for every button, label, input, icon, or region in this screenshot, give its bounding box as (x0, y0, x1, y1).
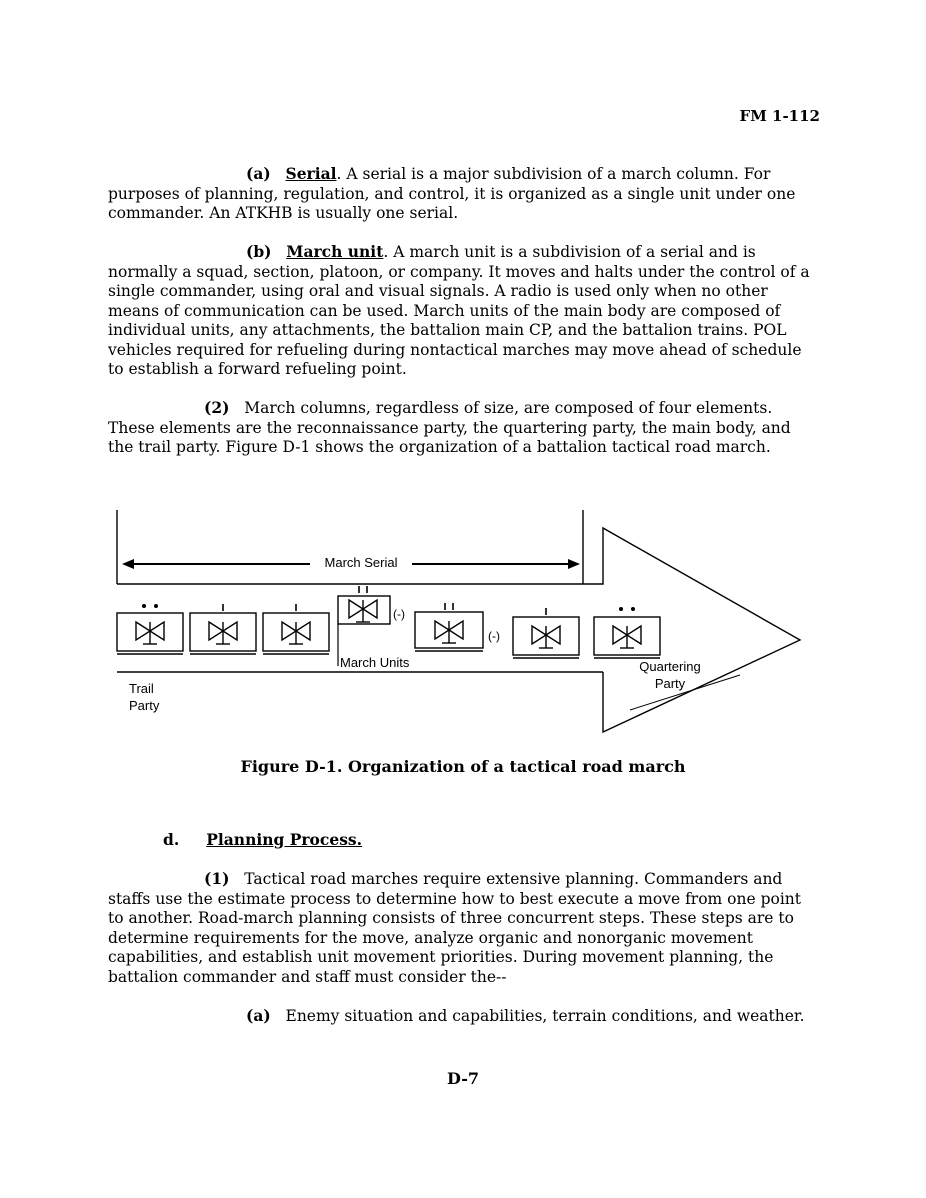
section-title: Planning Process. (206, 830, 363, 849)
unit-symbol-company-1 (190, 604, 256, 654)
unit-symbol-battalion-reduced (338, 586, 390, 666)
unit-symbol-company-2 (263, 604, 329, 654)
paragraph-planning (108, 869, 818, 987)
section-heading (163, 830, 362, 849)
paragraph-label: (a) (246, 164, 271, 183)
term-march-unit: March unit (286, 242, 384, 261)
march-serial-label: March Serial (324, 555, 398, 570)
page-number: D-7 (447, 1069, 479, 1088)
reduced-marker-2: (-) (488, 629, 500, 643)
trail-party-label: Trail Party (129, 681, 160, 713)
paragraph-serial (108, 164, 818, 224)
unit-symbol-battalion-main (415, 603, 483, 651)
march-units-label: March Units (340, 655, 410, 670)
paragraph-march-columns (108, 398, 818, 458)
paragraph-text: Tactical road marches require extensive planning. Commanders and staffs use the estimate process to determine how to best execute a move from one point to another. Road-march planning consists of three concurrent steps. These steps are to determine requirements for the move, analyze organic and nonorganic movement capabilities, and establish unit movement priorities. During movement planning, the battalion commander and staff must consider the-- (108, 870, 802, 986)
paragraph-text: March columns, regardless of size, are composed of four elements. These elements are the reconnaissance party, the quartering party, the main body, and the trail party. Figure D-1 shows the organization of a battalion tactical road march. (108, 399, 791, 456)
road-march-diagram (100, 500, 820, 740)
paragraph-label: (2) (204, 398, 230, 417)
term-serial: Serial (285, 164, 337, 183)
section-label: d. (163, 830, 180, 849)
paragraph-label: (1) (204, 869, 230, 888)
unit-symbol-company-3 (513, 608, 579, 658)
unit-symbol-trail-party (117, 604, 183, 654)
paragraph-label: (a) (246, 1006, 271, 1025)
unit-symbol-quartering-party (594, 607, 660, 658)
paragraph-text: Enemy situation and capabilities, terrain conditions, and weather. (285, 1007, 805, 1025)
reduced-marker-1: (-) (393, 607, 405, 621)
paragraph-enemy (108, 1006, 818, 1027)
document-id: FM 1-112 (739, 107, 820, 125)
figure-caption: Figure D-1. Organization of a tactical road march (240, 757, 686, 776)
quartering-party-label: Quartering Party (639, 659, 701, 691)
paragraph-text: . A march unit is a subdivision of a serial and is normally a squad, section, platoon, or company. It moves and halts under the control of a single commander, using oral and visual signals. A radio is used only when no other means of communication can be used. March units of the main body are composed of individual units, any attachments, the battalion main CP, and the battalion trains. POL vehicles required for refueling during nontactical marches may move ahead of schedule to establish a forward refueling point. (108, 243, 810, 378)
paragraph-label: (b) (246, 242, 272, 261)
paragraph-text: . A serial is a major subdivision of a march column. For purposes of planning, regulation, and control, it is organized as a single unit under one commander. An ATKHB is usually one serial. (108, 165, 796, 222)
paragraph-march-unit (108, 242, 818, 380)
